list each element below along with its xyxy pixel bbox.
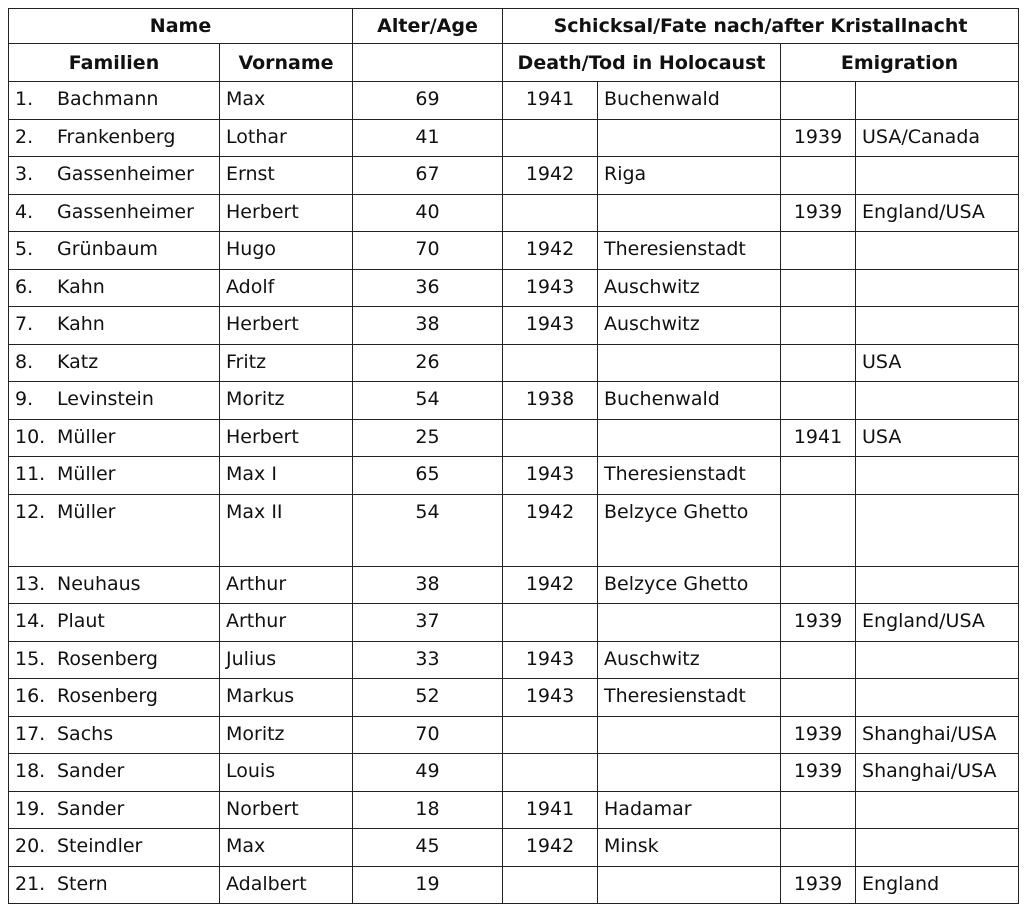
given-name-cell: Herbert bbox=[220, 194, 353, 232]
row-number: 19. bbox=[15, 797, 46, 820]
death-place-cell bbox=[598, 754, 781, 792]
given-name-cell: Herbert bbox=[220, 307, 353, 345]
row-number: 18. bbox=[15, 760, 46, 782]
family-cell bbox=[9, 269, 220, 307]
death-place-cell: Riga bbox=[598, 157, 781, 195]
table-row bbox=[9, 232, 1019, 270]
emigration-destination-cell bbox=[856, 829, 1019, 867]
given-name-cell: Max bbox=[220, 829, 353, 867]
death-place-cell: Theresienstadt bbox=[598, 232, 781, 270]
row-number: 5. bbox=[15, 238, 34, 260]
death-year-cell bbox=[503, 866, 598, 904]
death-year-cell: 1942 bbox=[503, 566, 598, 604]
emigration-destination-cell bbox=[856, 679, 1019, 717]
death-year-cell bbox=[503, 754, 598, 792]
family-name: Müller bbox=[57, 425, 116, 448]
age-cell: 69 bbox=[353, 82, 503, 120]
table-row bbox=[9, 829, 1019, 867]
age-cell: 52 bbox=[353, 679, 503, 717]
emigration-destination-cell bbox=[856, 566, 1019, 604]
death-place-cell bbox=[598, 119, 781, 157]
family-cell bbox=[9, 791, 220, 829]
row-number: 9. bbox=[15, 388, 34, 410]
emigration-destination-cell bbox=[856, 382, 1019, 420]
death-year-cell bbox=[503, 194, 598, 232]
family-name: Kahn bbox=[57, 313, 105, 335]
age-cell: 25 bbox=[353, 419, 503, 457]
family-cell bbox=[9, 119, 220, 157]
given-name-cell: Moritz bbox=[220, 382, 353, 420]
family-name: Neuhaus bbox=[57, 572, 141, 595]
age-cell: 18 bbox=[353, 791, 503, 829]
emigration-destination-cell: Shanghai/USA bbox=[856, 716, 1019, 754]
family-name: Müller bbox=[57, 463, 116, 485]
family-cell bbox=[9, 194, 220, 232]
table-row bbox=[9, 307, 1019, 345]
death-year-cell: 1943 bbox=[503, 307, 598, 345]
age-cell: 49 bbox=[353, 754, 503, 792]
row-number: 6. bbox=[15, 275, 34, 298]
family-cell bbox=[9, 754, 220, 792]
death-year-cell bbox=[503, 604, 598, 642]
table-row bbox=[9, 494, 1019, 566]
family-name: Sander bbox=[57, 797, 125, 820]
emigration-year-cell bbox=[781, 157, 856, 195]
table-row bbox=[9, 791, 1019, 829]
given-name-cell: Julius bbox=[220, 641, 353, 679]
age-cell: 38 bbox=[353, 566, 503, 604]
row-number: 8. bbox=[15, 350, 34, 373]
given-name-cell: Lothar bbox=[220, 119, 353, 157]
age-cell: 33 bbox=[353, 641, 503, 679]
victims-table bbox=[8, 8, 1019, 904]
family-cell bbox=[9, 866, 220, 904]
row-number: 10. bbox=[15, 425, 46, 448]
emigration-destination-cell: USA bbox=[856, 419, 1019, 457]
table-row bbox=[9, 604, 1019, 642]
table-row bbox=[9, 679, 1019, 717]
given-name-cell: Adalbert bbox=[220, 866, 353, 904]
header-fate: Schicksal/Fate nach/after Kristallnacht bbox=[503, 9, 1019, 44]
given-name-cell: Fritz bbox=[220, 344, 353, 382]
death-place-cell bbox=[598, 604, 781, 642]
family-cell bbox=[9, 307, 220, 345]
table-row bbox=[9, 866, 1019, 904]
death-place-cell: Auschwitz bbox=[598, 307, 781, 345]
emigration-year-cell bbox=[781, 791, 856, 829]
row-number: 16. bbox=[15, 685, 46, 707]
emigration-year-cell bbox=[781, 307, 856, 345]
table-row bbox=[9, 82, 1019, 120]
family-cell bbox=[9, 157, 220, 195]
death-place-cell bbox=[598, 194, 781, 232]
age-cell: 26 bbox=[353, 344, 503, 382]
death-place-cell bbox=[598, 866, 781, 904]
row-number: 12. bbox=[15, 500, 46, 523]
emigration-destination-cell: Shanghai/USA bbox=[856, 754, 1019, 792]
emigration-year-cell bbox=[781, 566, 856, 604]
row-number: 21. bbox=[15, 872, 46, 895]
given-name-cell: Markus bbox=[220, 679, 353, 717]
age-cell: 65 bbox=[353, 457, 503, 495]
emigration-destination-cell bbox=[856, 269, 1019, 307]
given-name-cell: Adolf bbox=[220, 269, 353, 307]
given-name-cell: Max II bbox=[220, 494, 353, 566]
family-cell bbox=[9, 641, 220, 679]
row-number: 20. bbox=[15, 835, 46, 857]
header-death: Death/Tod in Holocaust bbox=[503, 44, 781, 82]
age-cell: 40 bbox=[353, 194, 503, 232]
emigration-year-cell bbox=[781, 494, 856, 566]
table-row bbox=[9, 119, 1019, 157]
family-name: Gassenheimer bbox=[57, 163, 194, 185]
emigration-destination-cell bbox=[856, 82, 1019, 120]
given-name-cell: Louis bbox=[220, 754, 353, 792]
age-cell: 19 bbox=[353, 866, 503, 904]
family-name: Grünbaum bbox=[57, 238, 158, 260]
emigration-year-cell bbox=[781, 679, 856, 717]
emigration-year-cell: 1939 bbox=[781, 866, 856, 904]
emigration-destination-cell bbox=[856, 791, 1019, 829]
age-cell: 45 bbox=[353, 829, 503, 867]
header-row-top bbox=[9, 9, 1019, 44]
header-age-blank bbox=[353, 44, 503, 82]
death-year-cell bbox=[503, 419, 598, 457]
given-name-cell: Norbert bbox=[220, 791, 353, 829]
row-number: 7. bbox=[15, 313, 34, 335]
table-row bbox=[9, 754, 1019, 792]
family-cell bbox=[9, 829, 220, 867]
emigration-destination-cell bbox=[856, 157, 1019, 195]
death-year-cell: 1942 bbox=[503, 157, 598, 195]
death-year-cell: 1943 bbox=[503, 269, 598, 307]
table-row bbox=[9, 641, 1019, 679]
emigration-destination-cell bbox=[856, 232, 1019, 270]
death-place-cell: Auschwitz bbox=[598, 269, 781, 307]
header-emigration: Emigration bbox=[781, 44, 1019, 82]
emigration-destination-cell bbox=[856, 641, 1019, 679]
family-cell bbox=[9, 82, 220, 120]
table-body bbox=[9, 82, 1019, 904]
death-year-cell: 1938 bbox=[503, 382, 598, 420]
table-row bbox=[9, 457, 1019, 495]
emigration-year-cell: 1939 bbox=[781, 119, 856, 157]
family-name: Plaut bbox=[57, 610, 105, 632]
death-place-cell bbox=[598, 716, 781, 754]
death-year-cell bbox=[503, 344, 598, 382]
table-header bbox=[9, 9, 1019, 82]
age-cell: 54 bbox=[353, 382, 503, 420]
row-number: 4. bbox=[15, 200, 34, 223]
given-name-cell: Arthur bbox=[220, 566, 353, 604]
row-number: 14. bbox=[15, 610, 46, 632]
death-year-cell: 1943 bbox=[503, 457, 598, 495]
header-row-sub bbox=[9, 44, 1019, 82]
death-place-cell bbox=[598, 419, 781, 457]
emigration-year-cell: 1939 bbox=[781, 194, 856, 232]
family-name: Stern bbox=[57, 872, 108, 895]
emigration-year-cell: 1939 bbox=[781, 604, 856, 642]
emigration-destination-cell: England/USA bbox=[856, 194, 1019, 232]
family-cell bbox=[9, 382, 220, 420]
header-age: Alter/Age bbox=[353, 9, 503, 44]
death-place-cell: Theresienstadt bbox=[598, 457, 781, 495]
death-year-cell: 1942 bbox=[503, 494, 598, 566]
age-cell: 70 bbox=[353, 716, 503, 754]
family-cell bbox=[9, 419, 220, 457]
row-number: 3. bbox=[15, 163, 34, 185]
emigration-year-cell bbox=[781, 382, 856, 420]
death-year-cell: 1943 bbox=[503, 641, 598, 679]
family-name: Rosenberg bbox=[57, 647, 158, 670]
death-place-cell: Belzyce Ghetto bbox=[598, 566, 781, 604]
row-number: 13. bbox=[15, 572, 46, 595]
death-place-cell bbox=[598, 344, 781, 382]
death-place-cell: Auschwitz bbox=[598, 641, 781, 679]
emigration-year-cell: 1939 bbox=[781, 754, 856, 792]
emigration-year-cell bbox=[781, 82, 856, 120]
emigration-destination-cell: England bbox=[856, 866, 1019, 904]
family-cell bbox=[9, 232, 220, 270]
table-row bbox=[9, 269, 1019, 307]
table-row bbox=[9, 194, 1019, 232]
row-number: 11. bbox=[15, 463, 46, 485]
death-year-cell: 1941 bbox=[503, 82, 598, 120]
emigration-destination-cell: USA bbox=[856, 344, 1019, 382]
family-name: Frankenberg bbox=[57, 125, 176, 148]
family-name: Sachs bbox=[57, 722, 114, 745]
given-name-cell: Max I bbox=[220, 457, 353, 495]
table-row bbox=[9, 344, 1019, 382]
family-cell bbox=[9, 566, 220, 604]
death-year-cell: 1943 bbox=[503, 679, 598, 717]
family-name: Levinstein bbox=[57, 388, 154, 410]
family-cell bbox=[9, 604, 220, 642]
header-name: Name bbox=[9, 9, 353, 44]
family-cell bbox=[9, 457, 220, 495]
death-place-cell: Buchenwald bbox=[598, 82, 781, 120]
family-name: Kahn bbox=[57, 275, 105, 298]
age-cell: 41 bbox=[353, 119, 503, 157]
family-cell bbox=[9, 344, 220, 382]
given-name-cell: Herbert bbox=[220, 419, 353, 457]
table-row bbox=[9, 157, 1019, 195]
row-number: 2. bbox=[15, 125, 34, 148]
emigration-year-cell bbox=[781, 641, 856, 679]
given-name-cell: Hugo bbox=[220, 232, 353, 270]
table-row bbox=[9, 566, 1019, 604]
table-row bbox=[9, 419, 1019, 457]
death-year-cell: 1942 bbox=[503, 829, 598, 867]
family-name: Bachmann bbox=[57, 88, 159, 110]
family-name: Rosenberg bbox=[57, 685, 158, 707]
death-year-cell bbox=[503, 716, 598, 754]
family-name: Steindler bbox=[57, 835, 143, 857]
death-place-cell: Theresienstadt bbox=[598, 679, 781, 717]
emigration-year-cell bbox=[781, 457, 856, 495]
header-given-name: Vorname bbox=[220, 44, 353, 82]
age-cell: 36 bbox=[353, 269, 503, 307]
death-place-cell: Minsk bbox=[598, 829, 781, 867]
death-year-cell: 1942 bbox=[503, 232, 598, 270]
family-name: Sander bbox=[57, 760, 125, 782]
emigration-destination-cell: England/USA bbox=[856, 604, 1019, 642]
family-name: Katz bbox=[57, 350, 99, 373]
given-name-cell: Max bbox=[220, 82, 353, 120]
age-cell: 54 bbox=[353, 494, 503, 566]
emigration-year-cell bbox=[781, 344, 856, 382]
emigration-destination-cell: USA/Canada bbox=[856, 119, 1019, 157]
row-number: 17. bbox=[15, 722, 46, 745]
given-name-cell: Moritz bbox=[220, 716, 353, 754]
emigration-year-cell bbox=[781, 269, 856, 307]
death-place-cell: Hadamar bbox=[598, 791, 781, 829]
family-cell bbox=[9, 494, 220, 566]
table-row bbox=[9, 716, 1019, 754]
emigration-year-cell: 1939 bbox=[781, 716, 856, 754]
emigration-year-cell: 1941 bbox=[781, 419, 856, 457]
emigration-year-cell bbox=[781, 232, 856, 270]
emigration-destination-cell bbox=[856, 494, 1019, 566]
table-row bbox=[9, 382, 1019, 420]
row-number: 15. bbox=[15, 647, 46, 670]
age-cell: 38 bbox=[353, 307, 503, 345]
header-family: Familien bbox=[9, 44, 220, 82]
given-name-cell: Ernst bbox=[220, 157, 353, 195]
death-place-cell: Belzyce Ghetto bbox=[598, 494, 781, 566]
family-name: Müller bbox=[57, 500, 116, 523]
death-year-cell bbox=[503, 119, 598, 157]
age-cell: 37 bbox=[353, 604, 503, 642]
family-name: Gassenheimer bbox=[57, 200, 194, 223]
emigration-destination-cell bbox=[856, 457, 1019, 495]
death-year-cell: 1941 bbox=[503, 791, 598, 829]
given-name-cell: Arthur bbox=[220, 604, 353, 642]
family-cell bbox=[9, 679, 220, 717]
age-cell: 70 bbox=[353, 232, 503, 270]
emigration-destination-cell bbox=[856, 307, 1019, 345]
family-cell bbox=[9, 716, 220, 754]
emigration-year-cell bbox=[781, 829, 856, 867]
death-place-cell: Buchenwald bbox=[598, 382, 781, 420]
row-number: 1. bbox=[15, 88, 34, 110]
age-cell: 67 bbox=[353, 157, 503, 195]
